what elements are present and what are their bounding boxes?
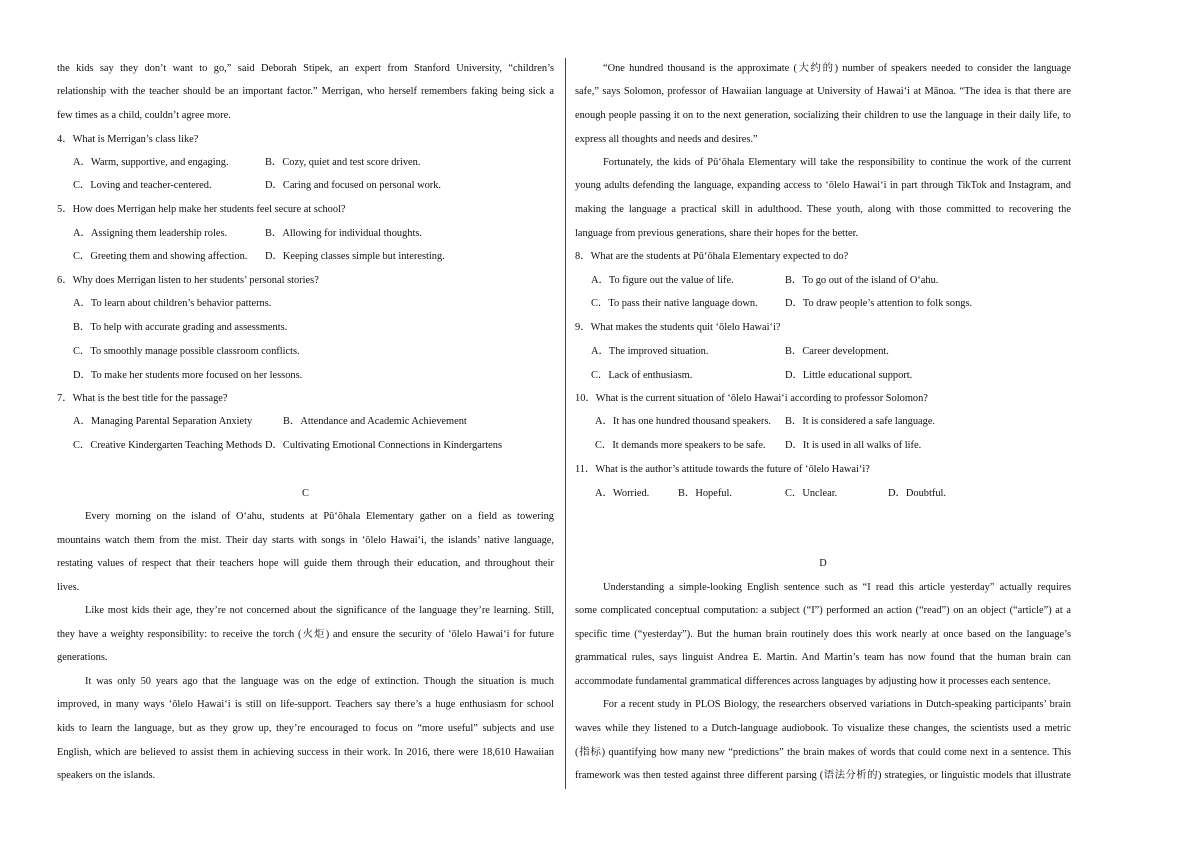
option-d: D．Little educational support. [785,370,913,381]
question-stem: 8．What are the students at Pū‘ōhala Elementary expected to do? [575,251,849,262]
paragraph-line: young adults defending the language, expanding access to ‘ōlelo Hawai‘i in part through TikTok and Instagram, and [575,180,1071,191]
paragraph-line: “One hundred thousand is the approximate (大约的) number of speakers needed to consider the language [603,63,1071,74]
option-d: D．To draw people’s attention to folk songs. [785,298,973,309]
option-a: A．Assigning them leadership roles. [73,228,228,239]
option-c: C．Loving and teacher-centered. [73,180,212,191]
paragraph-line: safe,” says Solomon, professor of Hawaiian language at University of Hawai‘i at Mānoa. “The idea is that there are [575,86,1071,97]
option-a: A．Warm, supportive, and engaging. [73,157,229,168]
section-heading: C [302,488,309,499]
paragraph-line: some complicated conceptual computation: a subject (“I”) performed an action (“read”) on an object (“article”) at a [575,605,1071,616]
option-c: C．Creative Kindergarten Teaching Methods [73,440,263,451]
paragraph-line: language from previous generations, share their hopes for the better. [575,228,859,239]
option-a: A．To figure out the value of life. [591,275,734,286]
paragraph-line: English, which are believed to assist them in achieving success in their work. In 2016, there were 18,610 Hawaiian [57,747,554,758]
question-stem: 7．What is the best title for the passage? [57,393,228,404]
option-d: D．Keeping classes simple but interesting. [265,251,445,262]
paragraph-line: kids to learn the language, but as they grow up, they’re encouraged to focus on “more useful” subjects and use [57,723,554,734]
option-d: D．To make her students more focused on her lessons. [73,370,303,381]
option-a: A．Managing Parental Separation Anxiety [73,416,253,427]
question-stem: 4．What is Merrigan’s class like? [57,134,199,145]
paragraph-line: improved, in many ways ‘ōlelo Hawai‘i is still on life-support. Teachers say there’s a huge enthusiasm for school [57,699,554,710]
paragraph-line: express all thoughts and needs and desires.” [575,134,758,145]
option-b: B．To help with accurate grading and assessments. [73,322,288,333]
option-b: B．Cozy, quiet and test score driven. [265,157,421,168]
option-d: D．Cultivating Emotional Connections in Kindergartens [265,440,503,451]
paragraph-line: waves while they listened to a Dutch-language audiobook. To visualize these changes, the scientists used a metric [575,723,1071,734]
column-divider [565,58,566,789]
option-b: B．Allowing for individual thoughts. [265,228,423,239]
question-stem: 10．What is the current situation of ‘ōlelo Hawai‘i according to professor Solomon? [575,393,928,404]
paragraph-line: specific time (“yesterday”). But the human brain routinely does this work nearly at once based on the language’s [575,629,1071,640]
paragraph-line: mountains watch them from the mist. Their day starts with songs in ‘ōlelo Hawai‘i, the islands’ native language, [57,535,554,546]
option-b: B．Attendance and Academic Achievement [283,416,467,427]
paragraph-line: making the language a practical skill in adulthood. These youth, along with those committed to recovering the [575,204,1071,215]
option-c: C．Unclear. [785,488,838,499]
option-c: C．It demands more speakers to be safe. [595,440,766,451]
section-heading: D [819,558,827,569]
question-stem: 9．What makes the students quit ‘ōlelo Hawai‘i? [575,322,781,333]
option-a: A．Worried. [595,488,650,499]
paragraph-line: framework was then tested against three different parsing (语法分析的) strategies, or linguistic models that illustrate [575,770,1071,781]
option-b: B．It is considered a safe language. [785,416,936,427]
option-d: D．Caring and focused on personal work. [265,180,442,191]
option-c: C．To pass their native language down. [591,298,758,309]
paragraph-line: (指标) quantifying how many new “predictions” the brain makes of words that could come next in a sentence. This [575,747,1071,758]
option-c: C．To smoothly manage possible classroom conflicts. [73,346,300,357]
paragraph-line: speakers on the islands. [57,770,156,781]
option-d: D．It is used in all walks of life. [785,440,922,451]
paragraph-line: Like most kids their age, they’re not concerned about the significance of the language they’re learning. Still, [85,605,554,616]
paragraph-line: For a recent study in PLOS Biology, the researchers observed variations in Dutch-speaking participants’ brain [603,699,1071,710]
paragraph-line: accommodate fundamental grammatical differences across languages by adjusting how it processes each sentence. [575,676,1051,687]
question-stem: 6．Why does Merrigan listen to her students’ personal stories? [57,275,319,286]
paragraph-line: they have a weighty responsibility: to receive the torch (火炬) and ensure the security of ‘ōlelo Hawai‘i for future [57,629,554,640]
paragraph-line: Fortunately, the kids of Pū‘ōhala Elementary will take the responsibility to continue the work of the current [603,157,1071,168]
option-b: B．Career development. [785,346,889,357]
option-b: B．Hopeful. [678,488,732,499]
paragraph-line: lives. [57,582,80,593]
question-stem: 11．What is the author’s attitude towards the future of ‘ōlelo Hawai‘i? [575,464,870,475]
option-b: B．To go out of the island of O‘ahu. [785,275,939,286]
option-a: A．It has one hundred thousand speakers. [595,416,772,427]
option-d: D．Doubtful. [888,488,947,499]
paragraph-line: grammatical rules, says linguist Andrea E. Martin. And Martin’s team has now found that the human brain can [575,652,1071,663]
paragraph-line: generations. [57,652,108,663]
paragraph-line: restating values of respect that their teachers hope will guide them through their education, and throughout their [57,558,554,569]
paragraph-line: It was only 50 years ago that the language was on the edge of extinction. Though the situation is much [85,676,554,687]
paragraph-line: few times as a child, couldn’t agree more. [57,110,231,121]
paragraph-line: the kids say they don’t want to go,” said Deborah Stipek, an expert from Stanford University, “children’s [57,63,554,74]
question-stem: 5．How does Merrigan help make her students feel secure at school? [57,204,346,215]
option-a: A．To learn about children’s behavior patterns. [73,298,272,309]
paragraph-line: Every morning on the island of O‘ahu, students at Pū‘ōhala Elementary gather on a field as towering [85,511,554,522]
option-c: C．Greeting them and showing affection. [73,251,248,262]
paragraph-line: enough people passing it on to the next generation, socializing their children to use the language in their daily life, to [575,110,1071,121]
option-a: A．The improved situation. [591,346,709,357]
option-c: C．Lack of enthusiasm. [591,370,693,381]
paragraph-line: Understanding a simple-looking English sentence such as “I read this article yesterday” actually requires [603,582,1071,593]
paragraph-line: relationship with the teacher should be an important factor.” Merrigan, who herself remembers faking being sick a [57,86,554,97]
